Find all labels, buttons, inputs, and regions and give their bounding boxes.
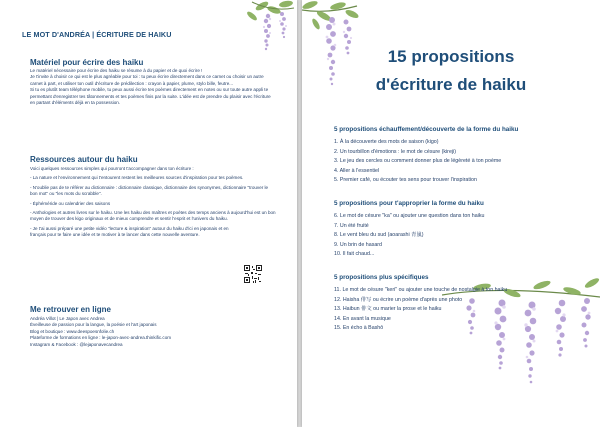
paragraph: Le matériel nécessaire pour écrire des haiku se résume à du papier et de quoi écrire ! <box>30 68 203 73</box>
prompt-list-approprier <box>334 212 484 260</box>
list-item: 1. À la découverte des mots de saison (kigo) <box>334 139 439 145</box>
page-header: LE MOT D'ANDRÉA | ÉCRITURE DE HAIKU <box>22 30 172 39</box>
list-item: 3. Le jeu des cercles ou comment donner plus de légèreté à ton poème <box>334 158 502 165</box>
left-page <box>0 0 297 427</box>
list-item: 2. Un tourbillon d'émotions : le mot de césure (kireji) <box>334 148 457 155</box>
section-title-specifiques: 5 propositions plus spécifiques <box>334 274 429 281</box>
prompt-list-echauffement <box>334 138 501 186</box>
paragraph: Je t'invite à choisir ce qui est le plus agréable pour toi : tu peux écrire directement dans ce carnet ou choisir un autre carnet à part, et utiliser ton outil d'écriture de prédilection : crayon à papier, plume, stylo bille, feutre... <box>30 74 264 86</box>
social-link[interactable]: Instagram & Facebook : @lejaponavecandrea <box>30 341 123 347</box>
section-title-echauffement: 5 propositions échauffement/découverte de la forme du haiku <box>334 126 519 133</box>
blog-link[interactable]: Blog et boutique : www.deespoesnfolie.ch <box>30 328 115 334</box>
right-page <box>302 0 600 427</box>
paragraph: Voici quelques ressources simples qui pourront t'accompagner dans ton écriture : <box>30 166 194 171</box>
paragraph: - Éphéméride ou calendrier des saisons <box>30 200 111 206</box>
paragraph: - La nature et l'environnement qui t'entourent restent les meilleures sources d'inspiration pour tes poèmes. <box>30 175 244 181</box>
paragraph: - Anthologies et autres livres sur le haiku. Une les haiku des maîtres et poètes des temps anciens à aujourd'hui est un bon moyen de trouver des kigo originaux et de mieux comprendre et sentir l'esprit et l'univers du haiku. <box>30 210 276 222</box>
list-item: 14. En avant la musique <box>334 315 391 322</box>
qr-code-icon[interactable] <box>243 264 263 284</box>
page-title-line2: d'écriture de haiku <box>375 75 527 94</box>
section-body-materiel <box>30 68 276 106</box>
section-body-ressources <box>30 166 276 239</box>
wisteria-flowers-icon <box>242 0 297 60</box>
list-item: 9. Un brin de hasard <box>334 241 382 248</box>
section-title-ressources: Ressources autour du haiku <box>30 155 138 164</box>
list-item: 7. Un été fruité <box>334 222 369 229</box>
list-item: 12. Haisha 俳写 ou écrire un poème d'après une photo <box>334 296 463 303</box>
list-item: 5. Premier café, ou écouter tes sens pour trouver l'inspiration <box>334 177 477 184</box>
contact-line: Andréa Villot | Le Japon avec Andrea <box>30 316 105 321</box>
paragraph: - Je t'ai aussi préparé une petite vidéo "lecture & inspiration" autour du haiku d'ici en japonais et en français pour te faire une idée et te motiver à te lancer dans cette nouvelle aventure. <box>30 225 229 238</box>
section-title-approprier: 5 propositions pour t'approprier la forme du haiku <box>334 200 484 207</box>
section-title-materiel: Matériel pour écrire des haiku <box>30 58 144 67</box>
list-item: 11. Le mot de césure "keri" ou ajouter une touche de nostalgie à ton haiku <box>334 287 508 293</box>
list-item: 15. En écho à Bashō <box>334 325 384 332</box>
page-title-line1: 15 propositions <box>387 47 515 66</box>
list-item: 13. Haibun 俳文 ou marier la prose et le haiku <box>334 306 442 313</box>
prompt-list-specifiques <box>334 286 507 334</box>
paragraph: - N'oublie pas de te référer au dictionnaire : dictionnaire classique, dictionnaire des synonymes, dictionnaire "trouver le bon mot" ou "les mots du scrabble". <box>30 184 269 197</box>
list-item: 10. Il fait chaud... <box>334 251 375 258</box>
list-item: 6. Le mot de césure "ka" ou ajouter une question dans ton haiku <box>334 213 485 219</box>
list-item: 4. Aller à l'essentiel <box>334 167 380 174</box>
list-item: 8. Le vent bleu du sud (aoarashi 青嵐) <box>334 232 424 239</box>
section-title-en-ligne: Me retrouver en ligne <box>30 305 111 314</box>
formations-link[interactable]: Plateforme de formations en ligne : le-japon-avec-andrea.thinkific.com <box>30 335 172 341</box>
section-body-en-ligne <box>30 316 276 348</box>
contact-line: Éveilleuse de passion pour la langue, la poésie et l'art japonais <box>30 322 157 328</box>
paragraph: Si tu es plutôt team téléphone mobile, tu peux aussi écrire tes poèmes directement en notes ou sur toute autre appli te permettant d'enregistrer tes tâtonnements et tes poèmes finis par la suite. L'idée est de prendre du plaisir avec l'écriture en partant d'éléments déjà en ta possession. <box>30 87 271 106</box>
